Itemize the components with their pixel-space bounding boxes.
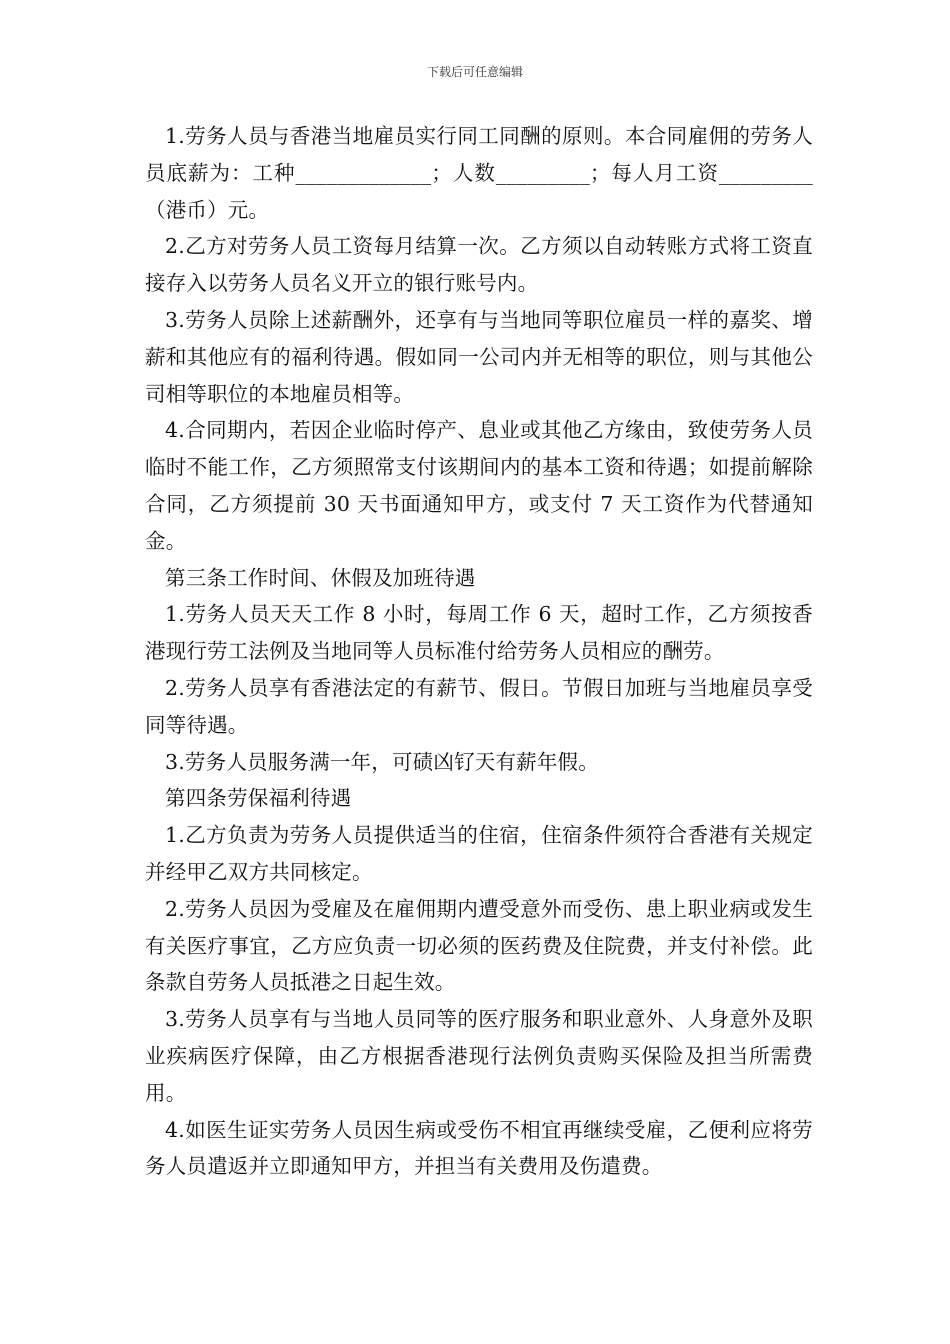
paragraph-insurance: 3.劳务人员享有与当地人员同等的医疗服务和职业意外、人身意外及职业疾病医疗保障，由乙方根据香港现行法例负责购买保险及担当所需费用。 [145, 1007, 813, 1105]
section-heading-article-3: 第三条工作时间、休假及加班待遇 [165, 565, 476, 590]
paragraph-wage-principle: 1.劳务人员与香港当地雇员实行同工同酬的原则。本合同雇佣的劳务人员底薪为：工种_____________；人数_________；每人月工资_________（港币）元。 [145, 124, 813, 222]
paragraph-annual-leave: 3.劳务人员服务满一年，可碛凶钌天有薪年假。 [165, 749, 599, 774]
paragraph-working-hours: 1.劳务人员天天工作 8 小时，每周工作 6 天，超时工作，乙方须按香港现行劳工法例及当地同等人员标准付给劳务人员相应的酬劳。 [145, 602, 813, 664]
section-heading-article-4: 第四条劳保福利待遇 [165, 786, 352, 811]
page-header: 下载后可任意编辑 [426, 65, 523, 79]
paragraph-benefits: 3.劳务人员除上述薪酬外，还享有与当地同等职位雇员一样的嘉奖、增薪和其他应有的福利待遇。假如同一公司内并无相等的职位，则与其他公司相等职位的本地雇员相等。 [145, 307, 813, 406]
paragraph-suspension: 4.合同期内，若因企业临时停产、息业或其他乙方缘由，致使劳务人员临时不能工作，乙方须照常支付该期间内的基本工资和待遇；如提前解除合同，乙方须提前 30 天书面通知甲方，或支付 7 天工资作为代替通知金。 [145, 418, 813, 553]
paragraph-repatriation: 4.如医生证实劳务人员因生病或受伤不相宜再继续受雇，乙便利应将劳务人员遣返并立即通知甲方，并担当有关费用及伤遣费。 [145, 1117, 813, 1179]
paragraph-holidays: 2.劳务人员享有香港法定的有薪节、假日。节假日加班与当地雇员享受同等待遇。 [145, 675, 813, 737]
paragraph-injury: 2.劳务人员因为受雇及在雇佣期内遭受意外而受伤、患上职业病或发生有关医疗事宜，乙方应负责一切必须的医药费及住院费，并支付补偿。此条款自劳务人员抵港之日起生效。 [145, 896, 813, 995]
paragraph-accommodation: 1.乙方负责为劳务人员提供适当的住宿，住宿条件须符合香港有关规定并经甲乙双方共同核定。 [145, 823, 813, 884]
document-body [145, 118, 813, 1185]
paragraph-wage-settlement: 2.乙方对劳务人员工资每月结算一次。乙方须以自动转账方式将工资直接存入以劳务人员名义开立的银行账号内。 [145, 234, 813, 296]
